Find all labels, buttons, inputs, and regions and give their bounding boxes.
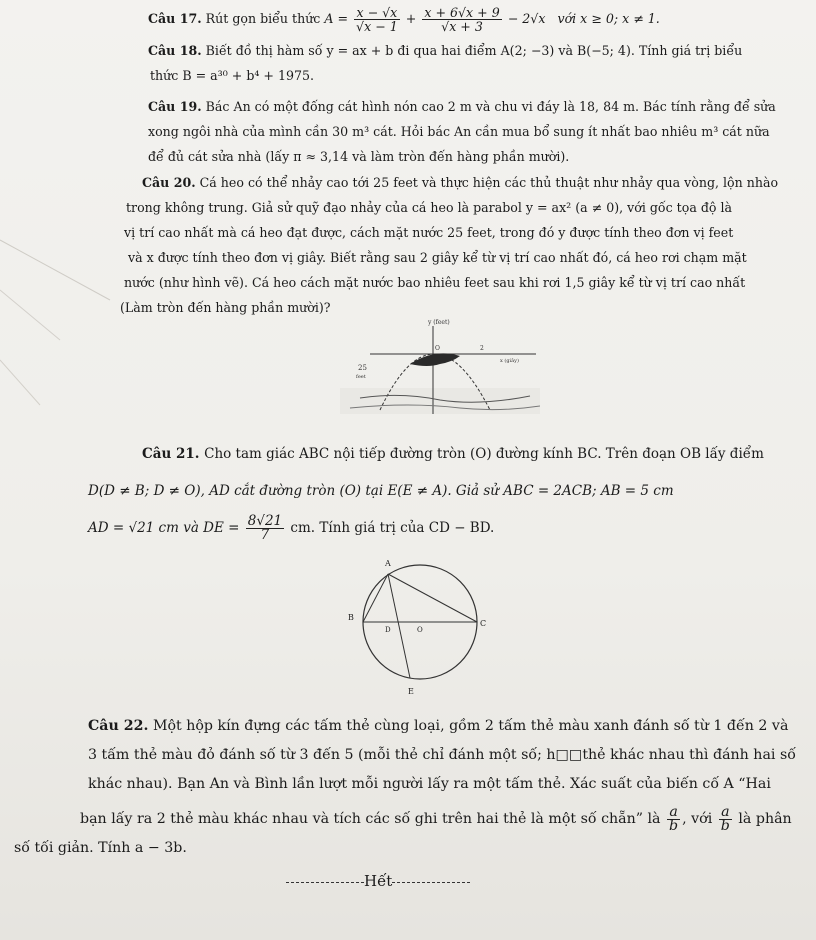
probability-fraction-repeat [719, 803, 732, 834]
fig-y-label: y (feet) [428, 319, 450, 326]
fig-x-label: x (giây) [500, 358, 519, 364]
question-21-line-3 [88, 513, 495, 543]
probability-fraction-numerator: a [667, 806, 680, 820]
question-22-line-1: Một hộp kín đựng các tấm thẻ cùng loại, gồm 2 tấm thẻ màu xanh đánh số từ 1 đến 2 và [152, 718, 789, 734]
fraction-2-numerator: x + 6√x + 9 [424, 5, 500, 20]
de-fraction-numerator: 8√21 [247, 513, 283, 529]
question-19-line-3: để đủ cát sửa nhà (lấy π ≈ 3,14 và làm tròn đến hàng phần mười). [148, 149, 570, 164]
question-22-line-4 [80, 803, 792, 834]
question-20-line-5: nước (như hình vẽ). Cá heo cách mặt nước bao nhiêu feet sau khi rơi 1,5 giây kể từ vị trí cao nhất [124, 275, 746, 290]
fig-25-label: 25 [358, 364, 367, 372]
question-19-line-1: Bác An có một đống cát hình nón cao 2 m và chu vi đáy là 18, 84 m. Bác tính rằng để sửa [205, 99, 776, 114]
question-21-line-1: Cho tam giác ABC nội tiếp đường tròn (O) đường kính BC. Trên đoạn OB lấy điểm [204, 446, 764, 462]
end-dash-right [392, 882, 470, 883]
question-22-line-5: số tối giản. Tính a − 3b. [14, 840, 187, 856]
probability-fraction-repeat-denominator: b [720, 817, 730, 834]
question-20-line-6: (Làm tròn đến hàng phần mười)? [120, 300, 331, 315]
question-18-line-2: thức B = a³⁰ + b⁴ + 1975. [150, 68, 315, 83]
question-22-line-3: khác nhau). Bạn An và Bình lần lượt mỗi người lấy ra một tấm thẻ. Xác suất của biến cố A “Hai [88, 776, 771, 792]
fig-two-label: 2 [480, 345, 484, 352]
probability-fraction [667, 803, 680, 834]
question-19 [148, 94, 776, 169]
end-marker [286, 872, 470, 890]
probability-fraction-repeat-numerator: a [719, 806, 732, 820]
question-22-line-4-c: là phân [738, 811, 792, 827]
question-17 [148, 6, 660, 33]
question-20 [120, 170, 778, 320]
question-18 [148, 38, 742, 88]
point-a-label: A [385, 559, 391, 568]
point-b-label: B [348, 613, 354, 622]
question-22-label: Câu 22. [88, 718, 149, 734]
fig-origin-label: O [435, 345, 440, 352]
end-dash-left [286, 882, 364, 883]
question-20-line-2: trong không trung. Giả sử quỹ đạo nhảy của cá heo là parabol y = ax² (a ≠ 0), với gốc tọa độ là [126, 200, 733, 215]
question-17-text: Rút gọn biểu thức [205, 11, 321, 26]
plus-sign: + [405, 11, 417, 26]
expr-tail: − 2√x [507, 11, 546, 26]
de-fraction [246, 515, 284, 542]
point-d-label: D [385, 626, 391, 634]
question-17-label: Câu 17. [148, 11, 202, 26]
fig-feet-label: feet [356, 374, 366, 380]
question-20-line-3: vị trí cao nhất mà cá heo đạt được, cách mặt nước 25 feet, trong đó y được tính theo đơn vị feet [124, 225, 734, 240]
question-21-label: Câu 21. [142, 446, 200, 462]
de-fraction-denominator: 7 [260, 527, 270, 543]
question-20-line-1: Cá heo có thể nhảy cao tới 25 feet và thực hiện các thủ thuật như nhảy qua vòng, lộn nhào [199, 175, 779, 190]
question-22-line-2: 3 tấm thẻ màu đỏ đánh số từ 3 đến 5 (mỗi thẻ chỉ đánh một số; h□□thẻ khác nhau thì đánh hai số [88, 747, 796, 763]
dolphin-icon [410, 353, 460, 366]
expr-a-label: A = [324, 11, 349, 26]
end-text: Hết [364, 872, 393, 890]
paper-fold-lines [0, 230, 120, 470]
point-o-label: O [417, 626, 423, 634]
fraction-2 [422, 6, 501, 33]
question-21-line-2: D(D ≠ B; D ≠ O), AD cắt đường tròn (O) tại E(E ≠ A). Giả sử ABC = 2ACB; AB = 5 cm [88, 483, 674, 499]
question-20-label: Câu 20. [142, 175, 196, 190]
question-19-label: Câu 19. [148, 99, 202, 114]
segment-ac [388, 574, 477, 622]
question-21-line-3-b: cm. Tính giá trị của CD − BD. [290, 520, 495, 536]
segment-ae [388, 574, 410, 678]
segment-ab [363, 574, 388, 622]
circle-triangle-figure [330, 552, 490, 702]
question-18-label: Câu 18. [148, 43, 202, 58]
point-e-label: E [408, 687, 414, 696]
question-17-condition: với x ≥ 0; x ≠ 1. [557, 11, 660, 26]
probability-fraction-denominator: b [669, 817, 679, 834]
fraction-1-numerator: x − √x [354, 6, 400, 20]
question-22-line-4-b: , với [682, 811, 713, 827]
fraction-1-denominator: √x − 1 [356, 19, 398, 34]
question-21 [88, 440, 764, 543]
dolphin-parabola-figure [340, 318, 540, 414]
question-18-line-1: Biết đồ thị hàm số y = ax + b đi qua hai điểm A(2; −3) và B(−5; 4). Tính giá trị biểu [205, 43, 743, 58]
question-20-line-4: và x được tính theo đơn vị giây. Biết rằng sau 2 giây kể từ vị trí cao nhất đó, cá heo rơi chạm mặt [128, 250, 747, 265]
question-22 [14, 712, 796, 857]
question-19-line-2: xong ngôi nhà của mình cần 30 m³ cát. Hỏi bác An cần mua bổ sung ít nhất bao nhiêu m³ cát nữa [148, 124, 770, 139]
fraction-2-denominator: √x + 3 [441, 19, 483, 34]
point-c-label: C [480, 619, 487, 628]
question-22-line-4-a: bạn lấy ra 2 thẻ màu khác nhau và tích các số ghi trên hai thẻ là một số chẵn” là [80, 811, 661, 827]
fraction-1 [354, 6, 400, 33]
question-21-line-3-a: AD = √21 cm và DE = [88, 520, 240, 536]
